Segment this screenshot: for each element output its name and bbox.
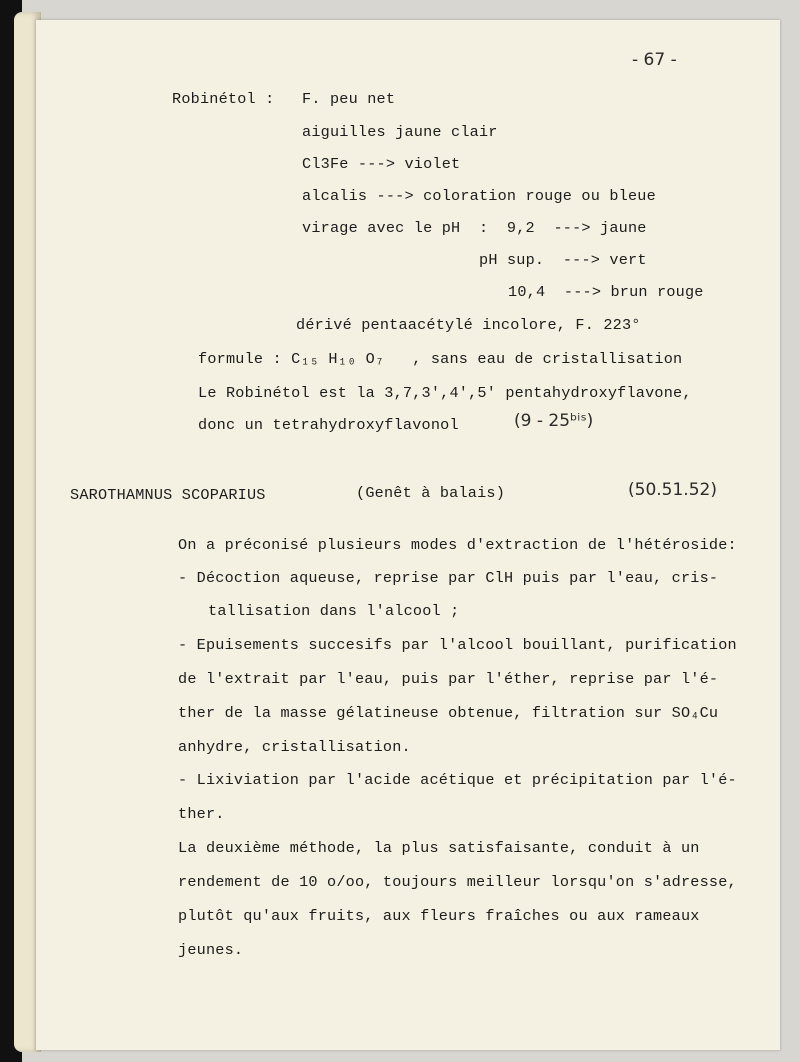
structure-line: Le Robinétol est la 3,7,3',4',5' pentahydroxyflavone, bbox=[198, 384, 692, 402]
page-number: - 67 - bbox=[632, 50, 677, 70]
handwritten-reference: (50.51.52) bbox=[628, 480, 717, 500]
property-line: pH sup. ---> vert bbox=[479, 251, 647, 269]
document-page bbox=[36, 20, 780, 1050]
handwritten-reference: (9 - 25ᵇⁱˢ) bbox=[514, 411, 594, 431]
property-line: Cl3Fe ---> violet bbox=[302, 155, 461, 173]
body-line: anhydre, cristallisation. bbox=[178, 738, 411, 756]
section-title: SAROTHAMNUS SCOPARIUS bbox=[70, 486, 266, 504]
body-line: de l'extrait par l'eau, puis par l'éther, reprise par l'é- bbox=[178, 670, 719, 688]
body-line: jeunes. bbox=[178, 941, 244, 959]
body-line: tallisation dans l'alcool ; bbox=[208, 602, 460, 620]
property-line: dérivé pentaacétylé incolore, F. 223° bbox=[296, 316, 641, 334]
robinetol-label: Robinétol : bbox=[172, 90, 275, 108]
body-line: plutôt qu'aux fruits, aux fleurs fraîches ou aux rameaux bbox=[178, 907, 700, 925]
property-line: 10,4 ---> brun rouge bbox=[508, 283, 704, 301]
formula-line: formule : C₁₅ H₁₀ O₇ , sans eau de cristallisation bbox=[198, 350, 683, 368]
body-line: ther de la masse gélatineuse obtenue, filtration sur SO₄Cu bbox=[178, 704, 719, 722]
property-line: aiguilles jaune clair bbox=[302, 123, 498, 141]
property-line: alcalis ---> coloration rouge ou bleue bbox=[302, 187, 656, 205]
body-line: La deuxième méthode, la plus satisfaisante, conduit à un bbox=[178, 839, 700, 857]
body-line: - Epuisements succesifs par l'alcool bouillant, purification bbox=[178, 636, 737, 654]
common-name: (Genêt à balais) bbox=[356, 484, 506, 502]
body-line: rendement de 10 o/oo, toujours meilleur lorsqu'on s'adresse, bbox=[178, 873, 737, 891]
body-line: ther. bbox=[178, 805, 225, 823]
conclusion-line: donc un tetrahydroxyflavonol bbox=[198, 416, 459, 434]
body-line: - Décoction aqueuse, reprise par ClH puis par l'eau, cris- bbox=[178, 569, 719, 587]
body-line: On a préconisé plusieurs modes d'extraction de l'hétéroside: bbox=[178, 536, 737, 554]
body-line: - Lixiviation par l'acide acétique et précipitation par l'é- bbox=[178, 771, 737, 789]
property-line: virage avec le pH : 9,2 ---> jaune bbox=[302, 219, 647, 237]
property-line: F. peu net bbox=[302, 90, 396, 108]
